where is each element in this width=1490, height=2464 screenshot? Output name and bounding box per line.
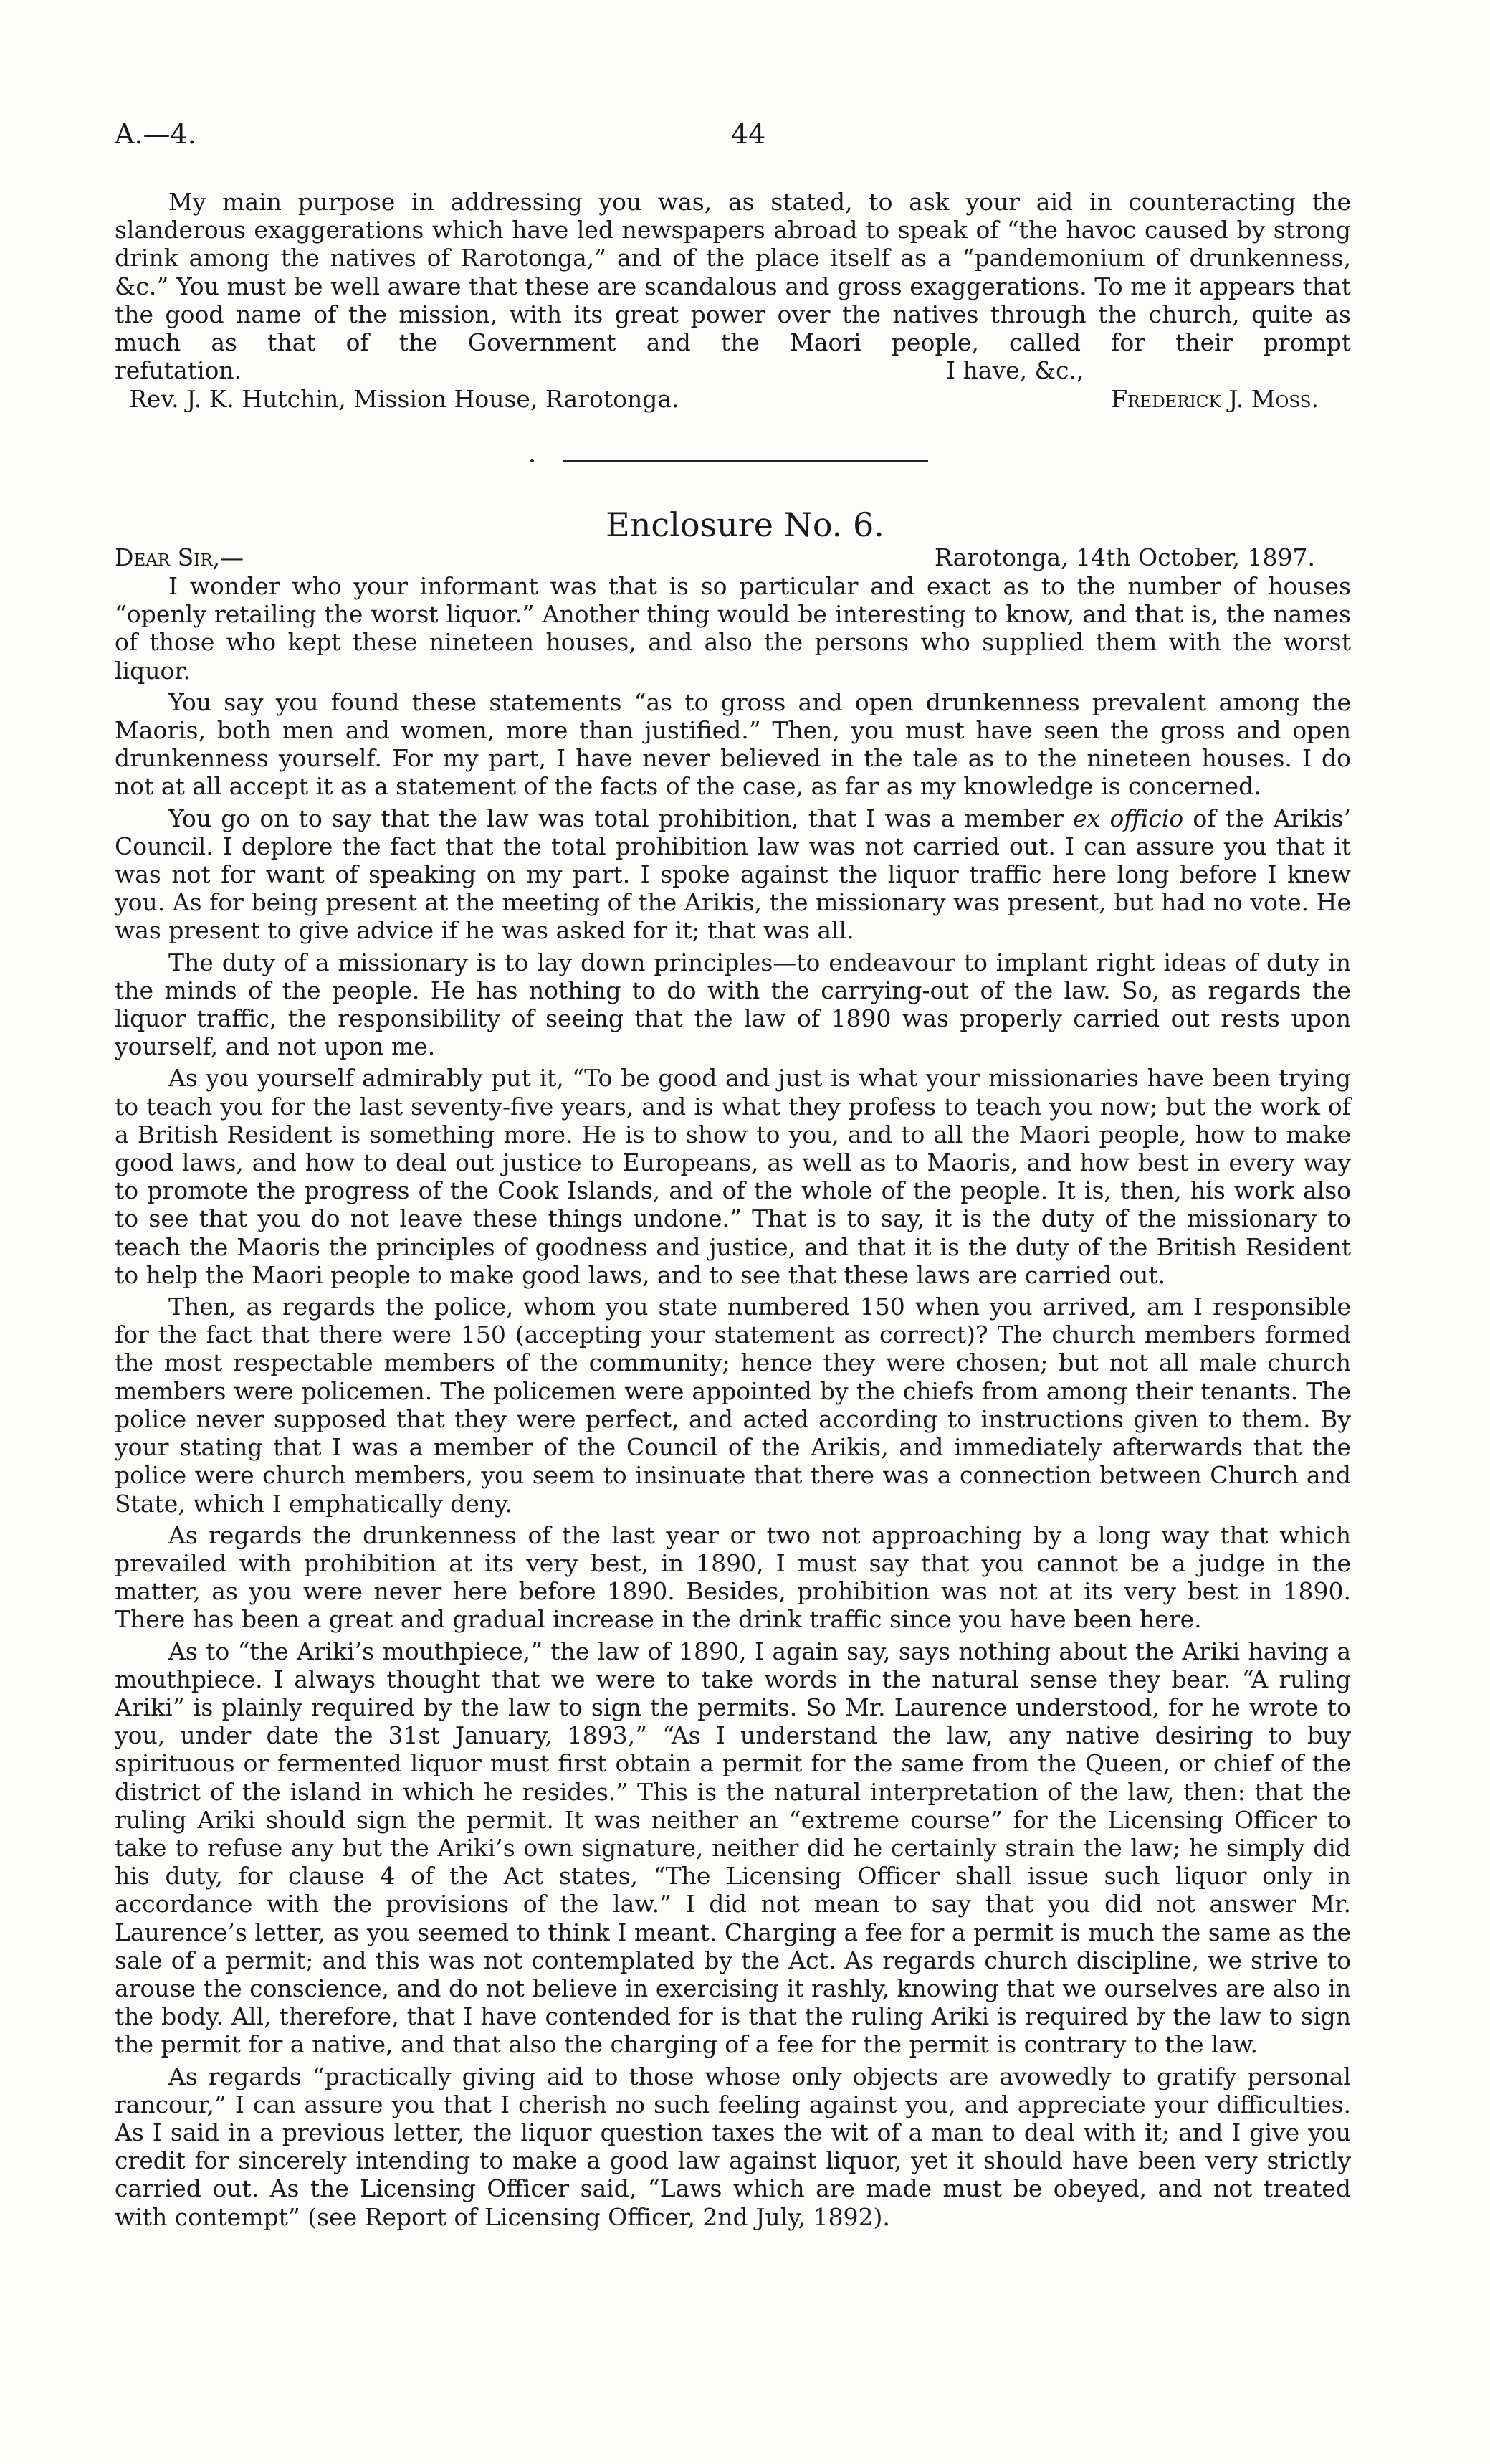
paragraph-1: I wonder who your informant was that is so particular and exact as to the number of houses “openly retailing the worst liquor.” Another thing would be interesting to know, and that is, the names of those who kept these nineteen houses, and also the persons who supplied them with the worst liquor. — [115, 572, 1351, 685]
paragraph-3-end: of the Arikis’ Council. I deplore the fact that the total prohibition law was not carried out. I can assure you that it was not for want of speaking on my part. I spoke against the liquor traffic here long before I knew you. As for being present at the meeting of the Arikis, the missionary was present, but had no vote. He was present to give advice if he was asked for it; that was all. — [115, 804, 1351, 945]
addressee-line — [115, 385, 1351, 414]
paragraph-5: As you yourself admirably put it, “To be good and just is what your missionaries have been trying to teach you for the last seventy-five years, and is what they profess to teach you now; but the work of a British Resident is something more. He is to show to you, and to all the Maori people, how to make good laws, and how to deal out justice to Europeans, as well as to Maoris, and how best in every way to promote the progress of the Cook Islands, and of the whole of the people. It is, then, his work also to see that you do not leave these things undone.” That is to say, it is the duty of the missionary to teach the Maoris the principles of goodness and justice, and that it is the duty of the British Resident to help the Maori people to make good laws, and to see that these laws are carried out. — [115, 1064, 1351, 1289]
divider-dot — [530, 459, 534, 462]
section-divider — [530, 459, 932, 466]
enclosure-title: Enclosure No. 6. — [606, 505, 884, 544]
divider-line — [563, 460, 928, 462]
paragraph-3 — [115, 804, 1351, 945]
previous-letter — [115, 188, 1351, 414]
paragraph-4: The duty of a missionary is to lay down principles—to endeavour to implant right ideas of duty in the minds of the people. He has nothing to do with the carrying-out of the law. So, as regards the liquor traffic, the responsibility of seeing that the law of 1890 was properly carried out rests upon yourself, and not upon me. — [115, 948, 1351, 1061]
paragraph-8: As to “the Ariki’s mouthpiece,” the law of 1890, I again say, says nothing about the Ariki having a mouthpiece. I always thought that we were to take words in the natural sense they bear. “A ruling Ariki” is plainly required by the law to sign the permits. So Mr. Laurence understood, for he wrote to you, under date the 31st January, 1893,” “As I understand the law, any native desiring to buy spirituous or fermented liquor must first obtain a permit for the same from the Queen, or chief of the district of the island in which he resides.” This is the natural interpretation of the law, then: that the ruling Ariki should sign the permit. It was neither an “extreme course” for the Licensing Officer to take to refuse any but the Ariki’s own signature, neither did he certainly strain the law; he simply did his duty, for clause 4 of the Act states, “The Licensing Officer shall issue such liquor only in accordance with the provisions of the law.” I did not mean to say that you did not answer Mr. Laurence’s letter, as you seemed to think I meant. Charging a fee for a permit is much the same as the sale of a permit; and this was not contemplated by the Act. As regards church discipline, we strive to arouse the conscience, and do not believe in exercising it rashly, knowing that we ourselves are also in the body. All, therefore, that I have contended for is that the ruling Ariki is required by the law to sign the permit for a native, and that also the charging of a fee for the permit is contrary to the law. — [115, 1637, 1351, 2059]
paragraph-2: You say you found these statements “as to gross and open drunkenness prevalent among the Maoris, both men and women, more than justified.” Then, you must have seen the gross and open drunkenness yourself. For my part, I have never believed in the tale as to the nineteen houses. I do not at all accept it as a statement of the facts of the case, as far as my knowledge is concerned. — [115, 688, 1351, 801]
previous-letter-paragraph: My main purpose in addressing you was, as stated, to ask your aid in counteracting the slanderous exaggerations which have led newspapers abroad to speak of “the havoc caused by strong drink among the natives of Rarotonga,” and of the place itself as a “pandemonium of drunkenness, &c.” You must be well aware that these are scandalous and gross exaggerations. To me it appears that the good name of the mission, with its great power over the natives through the church, quite as much as that of the Government and the Maori people, called for their prompt — [115, 188, 1351, 357]
enclosure-letter — [115, 543, 1351, 2231]
paragraph-6: Then, as regards the police, whom you state numbered 150 when you arrived, am I responsible for the fact that there were 150 (accepting your statement as correct)? The church members formed the most respectable members of the community; hence they were chosen; but not all male church members were policemen. The policemen were appointed by the chiefs from among their tenants. The police never supposed that they were perfect, and acted according to instructions given to them. By your stating that I was a member of the Council of the Arikis, and immediately afterwards that the police were church members, you seem to insinuate that there was a connection between Church and State, which I emphatically deny. — [115, 1293, 1351, 1518]
place-date: Rarotonga, 14th October, 1897. — [935, 543, 1315, 571]
refutation-text: refutation. — [115, 356, 242, 385]
paragraph-3-start: You go on to say that the law was total prohibition, that I was a member — [168, 804, 1074, 832]
paragraph-9: As regards “practically giving aid to those whose only objects are avowedly to gratify personal rancour,” I can assure you that I cherish no such feeling against you, and appreciate your difficulties. As I said in a previous letter, the liquor question taxes the wit of a man to deal with it; and I give you credit for sincerely intending to make a good law against liquor, yet it should have been very strictly carried out. As the Licensing Officer said, “Laws which are made must be obeyed, and not treated with contempt” (see Report of Licensing Officer, 2nd July, 1892). — [115, 2062, 1351, 2231]
refutation-line — [115, 356, 1351, 385]
running-header — [115, 118, 1362, 161]
signature: Frederick J. Moss. — [1111, 385, 1319, 414]
addressee: Rev. J. K. Hutchin, Mission House, Rarotonga. — [129, 385, 679, 414]
salutation-line — [115, 543, 1351, 572]
page-number: 44 — [731, 118, 766, 150]
salutation: Dear Sir,— — [115, 543, 244, 571]
paper-reference: A.—4. — [115, 118, 196, 150]
ex-officio-italic: ex officio — [1073, 804, 1184, 832]
sign-off: I have, &c., — [946, 356, 1084, 385]
paragraph-7: As regards the drunkenness of the last year or two not approaching by a long way that which prevailed with prohibition at its very best, in 1890, I must say that you cannot be a judge in the matter, as you were never here before 1890. Besides, prohibition was not at its very best in 1890. There has been a great and gradual increase in the drink traffic since you have been here. — [115, 1521, 1351, 1634]
